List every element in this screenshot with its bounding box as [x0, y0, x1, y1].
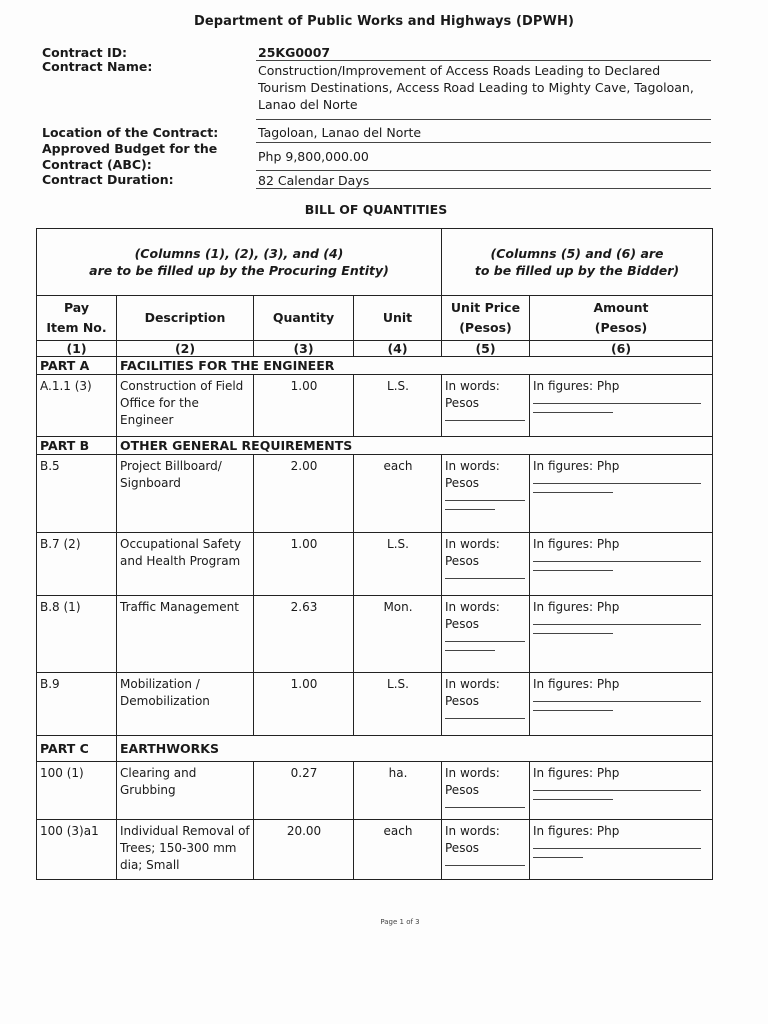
amount-fill-line[interactable]	[533, 848, 701, 849]
part-filler	[442, 736, 530, 762]
table-row	[37, 455, 713, 533]
bill-of-quantities-table	[36, 228, 713, 880]
item-unit: ha.	[354, 762, 442, 820]
amount-cell	[530, 762, 713, 820]
in-words-label: In words:	[445, 459, 500, 473]
amount-fill-line[interactable]	[533, 790, 701, 791]
part-header-row	[37, 357, 713, 375]
pay-item-no: B.5	[37, 455, 117, 533]
unit-price-fill-line[interactable]	[445, 420, 525, 421]
in-words-label: In words:	[445, 824, 500, 838]
unit-price-cell	[442, 455, 530, 533]
unit-price-fill-line[interactable]	[445, 641, 525, 642]
part-filler	[442, 437, 530, 455]
col-header-quantity: Quantity	[254, 296, 354, 341]
item-unit: L.S.	[354, 673, 442, 736]
pay-item-no: B.7 (2)	[37, 533, 117, 596]
col-header-amount-line2: (Pesos)	[594, 320, 648, 335]
column-header-row	[37, 296, 713, 341]
banner-left-line1: (Columns (1), (2), (3), and (4)	[134, 246, 344, 261]
unit-price-fill-line[interactable]	[445, 650, 495, 651]
contract-name-underline	[256, 119, 711, 120]
item-unit: each	[354, 820, 442, 880]
contract-name-value: Construction/Improvement of Access Roads Leading to Declared Tourism Destinations, Access Road Leading to Mighty Cave, Tagoloan, Lanao del Norte	[258, 63, 694, 112]
in-figures-label: In figures: Php	[533, 677, 620, 691]
department-title: Department of Public Works and Highways (DPWH)	[193, 14, 575, 29]
item-description: Project Billboard/ Signboard	[117, 455, 254, 533]
duration-label: Contract Duration:	[42, 172, 174, 187]
pesos-label: Pesos	[445, 694, 480, 708]
part-filler	[442, 357, 530, 375]
abc-underline	[256, 170, 711, 171]
item-description: Occupational Safety and Health Program	[117, 533, 254, 596]
pesos-label: Pesos	[445, 476, 480, 490]
part-header-row	[37, 437, 713, 455]
col-header-pay-item-line1: Pay	[63, 300, 90, 315]
item-quantity: 1.00	[254, 375, 354, 437]
unit-price-fill-line[interactable]	[445, 509, 495, 510]
in-words-label: In words:	[445, 766, 500, 780]
abc-label-line2: Contract (ABC):	[42, 157, 152, 172]
banner-right-line2: to be filled up by the Bidder)	[474, 263, 680, 278]
abc-value: Php 9,800,000.00	[258, 149, 369, 164]
unit-price-cell	[442, 533, 530, 596]
in-words-label: In words:	[445, 537, 500, 551]
amount-cell	[530, 820, 713, 880]
item-unit: each	[354, 455, 442, 533]
amount-fill-line[interactable]	[533, 561, 701, 562]
amount-fill-line[interactable]	[533, 701, 701, 702]
contract-name-label: Contract Name:	[42, 59, 153, 74]
col-header-pay-item-line2: Item No.	[46, 320, 107, 335]
amount-cell	[530, 673, 713, 736]
item-quantity: 2.63	[254, 596, 354, 673]
location-label: Location of the Contract:	[42, 125, 219, 140]
unit-price-fill-line[interactable]	[445, 578, 525, 579]
col-number-6: (6)	[530, 341, 713, 357]
in-figures-label: In figures: Php	[533, 600, 620, 614]
part-code: PART B	[37, 437, 117, 455]
part-filler	[530, 437, 713, 455]
item-quantity: 20.00	[254, 820, 354, 880]
contract-id-value: 25KG0007	[258, 45, 331, 60]
pay-item-no: B.8 (1)	[37, 596, 117, 673]
amount-fill-line[interactable]	[533, 633, 613, 634]
in-words-label: In words:	[445, 677, 500, 691]
item-description: Individual Removal of Trees; 150-300 mm dia; Small	[117, 820, 254, 880]
table-row	[37, 533, 713, 596]
item-quantity: 2.00	[254, 455, 354, 533]
pay-item-no: A.1.1 (3)	[37, 375, 117, 437]
banner-right-line1: (Columns (5) and (6) are	[490, 246, 664, 261]
boq-title: BILL OF QUANTITIES	[304, 202, 448, 217]
amount-fill-line[interactable]	[533, 799, 613, 800]
amount-fill-line[interactable]	[533, 492, 613, 493]
table-row	[37, 762, 713, 820]
part-title: OTHER GENERAL REQUIREMENTS	[117, 437, 442, 455]
abc-label-line1: Approved Budget for the	[42, 141, 218, 156]
pay-item-no: 100 (3)a1	[37, 820, 117, 880]
pesos-label: Pesos	[445, 396, 480, 410]
unit-price-cell	[442, 673, 530, 736]
col-number-1: (1)	[37, 341, 117, 357]
location-underline	[256, 142, 711, 143]
col-header-pay-item	[37, 296, 117, 341]
col-header-unit: Unit	[354, 296, 442, 341]
banner-left-line2: are to be filled up by the Procuring Entity)	[89, 263, 389, 278]
item-description: Traffic Management	[117, 596, 254, 673]
item-quantity: 1.00	[254, 673, 354, 736]
unit-price-fill-line[interactable]	[445, 718, 525, 719]
part-code: PART A	[37, 357, 117, 375]
part-code: PART C	[37, 736, 117, 762]
amount-fill-line[interactable]	[533, 403, 701, 404]
col-number-3: (3)	[254, 341, 354, 357]
table-row	[37, 820, 713, 880]
col-header-amount-line1: Amount	[593, 300, 649, 315]
unit-price-cell	[442, 375, 530, 437]
amount-cell	[530, 596, 713, 673]
col-header-amount	[530, 296, 713, 341]
page-number: Page 1 of 3	[380, 918, 420, 926]
in-figures-label: In figures: Php	[533, 379, 620, 393]
part-header-row	[37, 736, 713, 762]
amount-cell	[530, 533, 713, 596]
unit-price-fill-line[interactable]	[445, 807, 525, 808]
col-number-5: (5)	[442, 341, 530, 357]
col-header-unit-price-line2: (Pesos)	[459, 320, 512, 335]
pesos-label: Pesos	[445, 554, 480, 568]
item-description: Mobilization / Demobilization	[117, 673, 254, 736]
item-description: Clearing and Grubbing	[117, 762, 254, 820]
amount-fill-line[interactable]	[533, 624, 701, 625]
location-value: Tagoloan, Lanao del Norte	[258, 125, 422, 140]
pesos-label: Pesos	[445, 617, 480, 631]
part-title: FACILITIES FOR THE ENGINEER	[117, 357, 442, 375]
part-title: EARTHWORKS	[117, 736, 442, 762]
duration-value: 82 Calendar Days	[258, 173, 370, 188]
unit-price-cell	[442, 596, 530, 673]
unit-price-fill-line[interactable]	[445, 500, 525, 501]
in-figures-label: In figures: Php	[533, 824, 620, 838]
col-header-unit-price	[442, 296, 530, 341]
item-unit: L.S.	[354, 533, 442, 596]
in-figures-label: In figures: Php	[533, 766, 620, 780]
in-words-label: In words:	[445, 600, 500, 614]
columns-banner-row	[37, 229, 713, 296]
table-row	[37, 673, 713, 736]
amount-cell	[530, 455, 713, 533]
item-description: Construction of Field Office for the Engineer	[117, 375, 254, 437]
amount-fill-line[interactable]	[533, 710, 613, 711]
banner-bidder	[442, 229, 713, 296]
amount-fill-line[interactable]	[533, 483, 701, 484]
col-number-4: (4)	[354, 341, 442, 357]
in-figures-label: In figures: Php	[533, 537, 620, 551]
unit-price-cell	[442, 762, 530, 820]
pay-item-no: 100 (1)	[37, 762, 117, 820]
amount-cell	[530, 375, 713, 437]
item-quantity: 1.00	[254, 533, 354, 596]
in-words-label: In words:	[445, 379, 500, 393]
amount-fill-line[interactable]	[533, 857, 583, 858]
pesos-label: Pesos	[445, 841, 480, 855]
column-number-row	[37, 341, 713, 357]
part-filler	[530, 357, 713, 375]
pesos-label: Pesos	[445, 783, 480, 797]
table-row	[37, 596, 713, 673]
duration-underline	[256, 188, 711, 189]
banner-procuring-entity	[37, 229, 442, 296]
amount-fill-line[interactable]	[533, 412, 613, 413]
table-row	[37, 375, 713, 437]
unit-price-fill-line[interactable]	[445, 865, 525, 866]
col-number-2: (2)	[117, 341, 254, 357]
contract-id-underline	[256, 60, 711, 61]
amount-fill-line[interactable]	[533, 570, 613, 571]
part-filler	[530, 736, 713, 762]
item-unit: L.S.	[354, 375, 442, 437]
item-unit: Mon.	[354, 596, 442, 673]
pay-item-no: B.9	[37, 673, 117, 736]
col-header-unit-price-line1: Unit Price	[450, 300, 521, 315]
contract-id-label: Contract ID:	[42, 45, 127, 60]
item-quantity: 0.27	[254, 762, 354, 820]
unit-price-cell	[442, 820, 530, 880]
col-header-description: Description	[117, 296, 254, 341]
in-figures-label: In figures: Php	[533, 459, 620, 473]
